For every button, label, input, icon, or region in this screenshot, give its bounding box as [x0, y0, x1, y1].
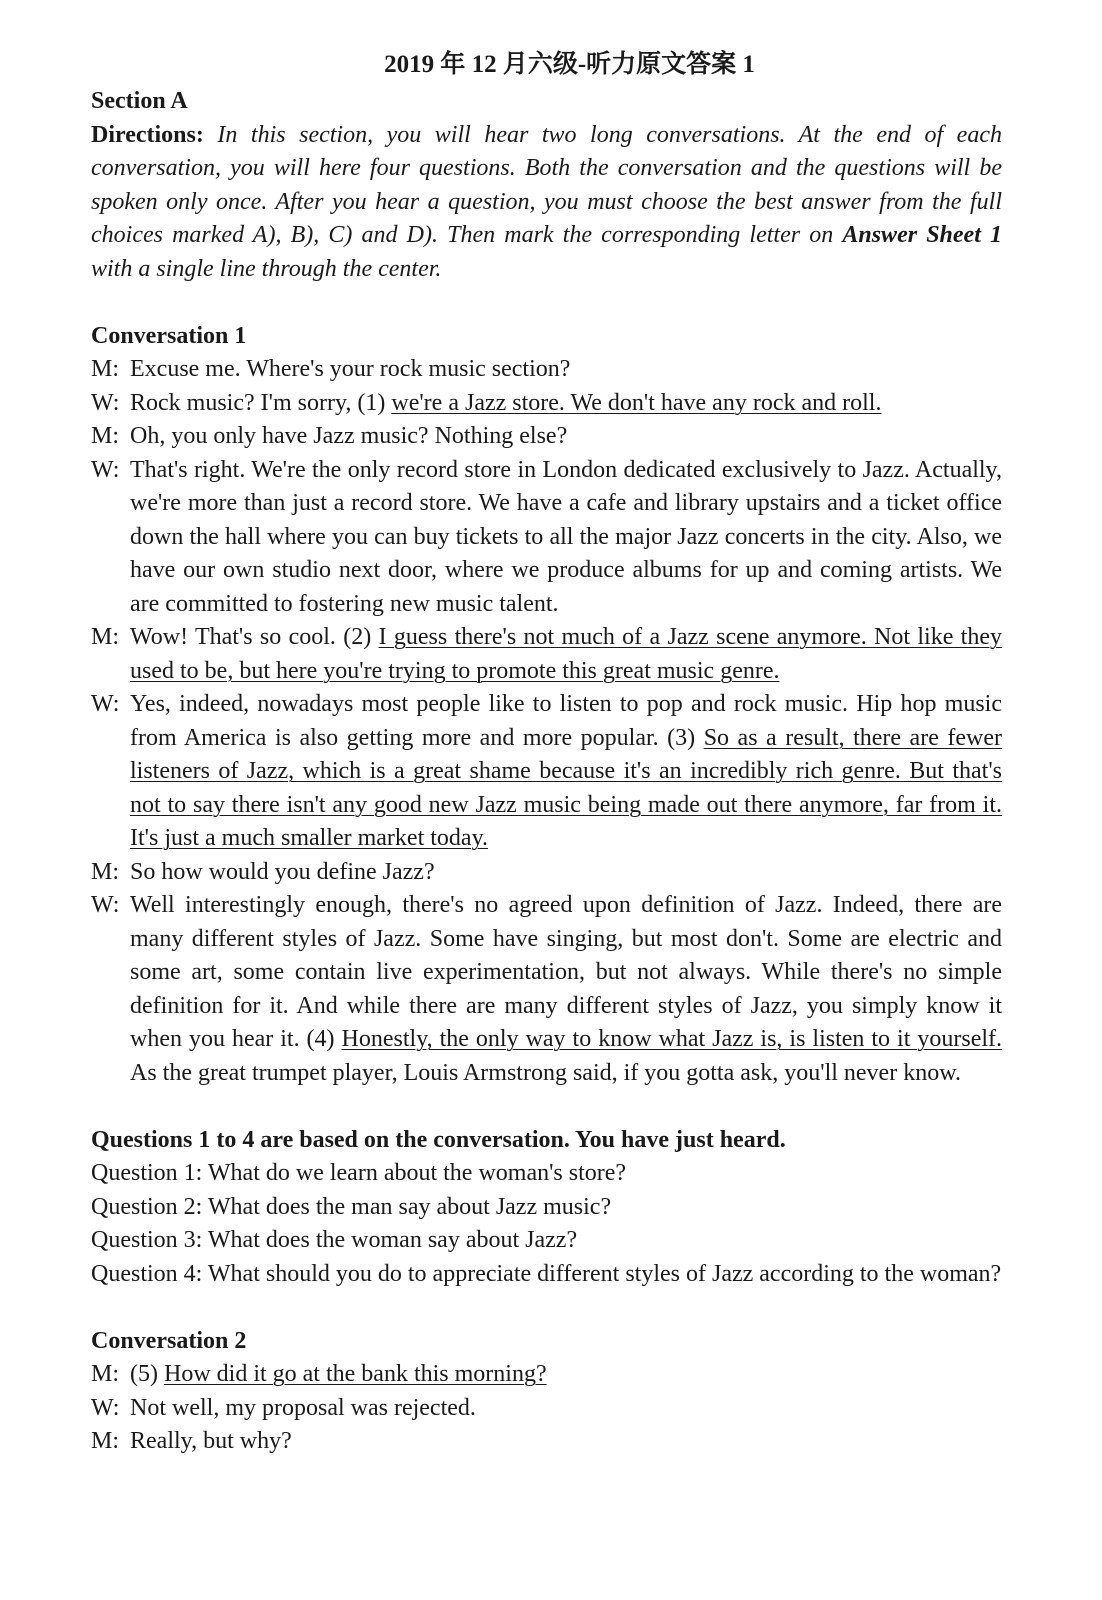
questions-heading: Questions 1 to 4 are based on the conversation. You have just heard.	[91, 1126, 786, 1153]
dialogue-text: Rock music? I'm sorry, (1)	[130, 389, 392, 416]
conversation-2-transcript	[91, 1358, 1002, 1459]
speaker-label: M:	[91, 858, 120, 885]
dialogue-turn	[91, 889, 1002, 1090]
dialogue-text: Not well, my proposal was rejected.	[130, 1394, 476, 1421]
dialogue-text: Excuse me. Where's your rock music section?	[130, 356, 571, 382]
dialogue-text: As the great trumpet player, Louis Armstrong said, if you gotta ask, you'll never know.	[130, 1059, 961, 1086]
question-item: Question 4: What should you do to appreciate different styles of Jazz according to the woman?	[91, 1260, 1002, 1287]
dialogue-text: Oh, you only have Jazz music? Nothing else?	[130, 423, 568, 449]
question-item: Question 1: What do we learn about the woman's store?	[91, 1160, 627, 1186]
questions-list	[91, 1157, 1002, 1291]
dialogue-text: (5)	[130, 1361, 164, 1387]
question-item: Question 3: What does the woman say about Jazz?	[91, 1227, 578, 1253]
speaker-label: M:	[91, 624, 120, 650]
dialogue-turn	[91, 420, 1002, 454]
dialogue-turn	[91, 353, 1002, 387]
dialogue-text: Wow! That's so cool. (2)	[130, 624, 379, 650]
speaker-label: M:	[91, 423, 120, 449]
dialogue-turn	[91, 1358, 1002, 1392]
dialogue-turn	[91, 454, 1002, 622]
directions-paragraph	[91, 119, 1002, 287]
document-content	[91, 45, 1002, 1459]
answer-underline: Honestly, the only way to know what Jazz is, is listen to it yourself.	[341, 1026, 1003, 1052]
dialogue-text: So how would you define Jazz?	[130, 858, 435, 885]
speaker-label: W:	[91, 389, 120, 416]
answer-underline: How did it go at the bank this morning?	[163, 1361, 547, 1387]
answer-sheet-label: Answer Sheet 1	[842, 222, 1003, 248]
answer-underline: we're a Jazz store. We don't have any rock and roll.	[391, 389, 882, 416]
dialogue-turn	[91, 688, 1002, 856]
directions-text-2: with a single line through the center.	[91, 255, 442, 282]
speaker-label: W:	[91, 892, 120, 918]
dialogue-turn	[91, 1425, 1002, 1459]
answer-underline: I guess there's not much of a Jazz scene anymore. Not like they used to be, but here you're trying to promote this great music genre.	[130, 624, 1003, 684]
speaker-label: W:	[91, 1394, 120, 1421]
answer-underline: So as a result, there are fewer listeners of Jazz, which is a great shame because it's an incredibly rich genre. But that's not to say there isn't any good new Jazz music being made out there anymore, far from it. It's just a much smaller market today.	[130, 724, 1002, 851]
conversation-1-transcript	[91, 353, 1002, 1090]
document-title: 2019 年 12 月六级-听力原文答案 1	[384, 51, 755, 78]
question-item: Question 2: What does the man say about Jazz music?	[91, 1193, 612, 1220]
dialogue-turn	[91, 387, 1002, 421]
dialogue-text: Well interestingly enough, there's no agreed upon definition of Jazz. Indeed, there are many different styles of Jazz. Some have singing, but most don't. Some are electric and some art, some contain live experimentation, but not always. While there's no simple definition for it. And while there are many different styles of Jazz, you simply know it when you hear it. (4)	[130, 892, 1002, 1052]
directions-text-1: In this section, you will hear two long conversations. At the end of each conversation, you will here four questions. Both the conversation and the questions will be spoken only once. After you hear a question, you must choose the best answer from the full choices marked A), B), C) and D). Then mark the corresponding letter on	[91, 121, 1002, 248]
conversation-2-heading: Conversation 2	[91, 1327, 247, 1354]
dialogue-text: That's right. We're the only record store in London dedicated exclusively to Jazz. Actually, we're more than just a record store. We have a cafe and library upstairs and a ticket office down the hall where you can buy tickets to all the major Jazz concerts in the city. Also, we have our own studio next door, where we produce albums for up and coming artists. We are committed to fostering new music talent.	[130, 456, 1002, 617]
conversation-1-heading: Conversation 1	[91, 322, 247, 349]
dialogue-turn	[91, 1392, 1002, 1426]
dialogue-text: Yes, indeed, nowadays most people like to listen to pop and rock music. Hip hop music from America is also getting more and more popular. (3)	[130, 691, 1002, 751]
speaker-label: M:	[91, 356, 120, 382]
directions-label: Directions:	[91, 121, 204, 148]
dialogue-turn	[91, 856, 1002, 890]
speaker-label: W:	[91, 456, 120, 483]
speaker-label: W:	[91, 691, 120, 717]
section-heading: Section A	[91, 88, 188, 114]
speaker-label: M:	[91, 1428, 120, 1454]
speaker-label: M:	[91, 1361, 120, 1387]
dialogue-turn	[91, 621, 1002, 688]
dialogue-text: Really, but why?	[130, 1428, 292, 1454]
